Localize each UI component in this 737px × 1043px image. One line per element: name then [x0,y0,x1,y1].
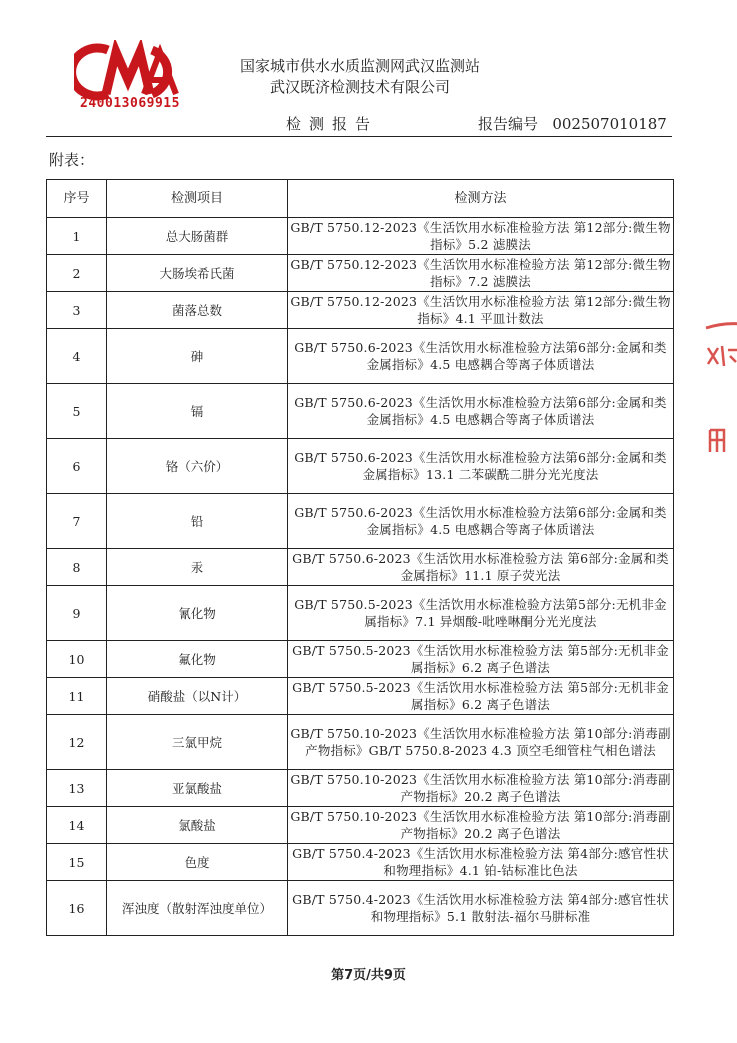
test-item: 色度 [107,844,288,881]
header-method: 检测方法 [288,180,674,218]
test-item: 菌落总数 [107,292,288,329]
test-method: GB/T 5750.6-2023《生活饮用水标准检验方法第6部分:金属和类金属指标》13.1 二苯碳酰二肼分光光度法 [288,439,674,494]
header-no: 序号 [47,180,107,218]
row-number: 4 [47,329,107,384]
row-number: 6 [47,439,107,494]
test-item: 氯酸盐 [107,807,288,844]
test-method: GB/T 5750.10-2023《生活饮用水标准检验方法 第10部分:消毒副产物指标》20.2 离子色谱法 [288,807,674,844]
table-row [47,384,674,439]
test-method: GB/T 5750.6-2023《生活饮用水标准检验方法第6部分:金属和类金属指标》4.5 电感耦合等离子体质谱法 [288,329,674,384]
report-number-label: 报告编号 [478,115,539,133]
page-number: 第7页/共9页 [331,968,406,983]
table-row [47,329,674,384]
row-number: 3 [47,292,107,329]
table-row [47,586,674,641]
table-row [47,678,674,715]
test-item: 亚氯酸盐 [107,770,288,807]
organization-line1: 国家城市供水水质监测网武汉监测站 [239,57,480,75]
test-item: 总大肠菌群 [107,218,288,255]
test-item: 浑浊度（散射浑浊度单位） [107,881,288,936]
table-row [47,292,674,329]
organization-name [210,56,510,98]
table-row [47,807,674,844]
row-number: 8 [47,549,107,586]
report-title: 检测报告 [286,115,379,133]
table-row [47,549,674,586]
test-method: GB/T 5750.10-2023《生活饮用水标准检验方法 第10部分:消毒副产物指标》20.2 离子色谱法 [288,770,674,807]
seal-stamp [704,318,737,478]
test-method: GB/T 5750.5-2023《生活饮用水标准检验方法第5部分:无机非金属指标》7.1 异烟酸-吡唑啉酮分光光度法 [288,586,674,641]
row-number: 11 [47,678,107,715]
row-number: 5 [47,384,107,439]
row-number: 12 [47,715,107,770]
row-number: 15 [47,844,107,881]
organization-line2: 武汉既济检测技术有限公司 [269,78,450,96]
method-table [46,179,674,936]
table-row [47,641,674,678]
row-number: 1 [47,218,107,255]
test-item: 硝酸盐（以N计） [107,678,288,715]
test-item: 铅 [107,494,288,549]
header-item: 检测项目 [107,180,288,218]
row-number: 10 [47,641,107,678]
row-number: 9 [47,586,107,641]
table-row [47,255,674,292]
test-item: 铬（六价） [107,439,288,494]
test-method: GB/T 5750.4-2023《生活饮用水标准检验方法 第4部分:感官性状和物理指标》4.1 铂-钴标准比色法 [288,844,674,881]
test-method: GB/T 5750.12-2023《生活饮用水标准检验方法 第12部分:微生物指标》7.2 滤膜法 [288,255,674,292]
test-item: 砷 [107,329,288,384]
test-item: 汞 [107,549,288,586]
table-row [47,715,674,770]
row-number: 13 [47,770,107,807]
table-row [47,439,674,494]
test-item: 三氯甲烷 [107,715,288,770]
table-row [47,770,674,807]
table-row [47,881,674,936]
test-item: 氟化物 [107,641,288,678]
test-method: GB/T 5750.12-2023《生活饮用水标准检验方法 第12部分:微生物指标》4.1 平皿计数法 [288,292,674,329]
table-row [47,218,674,255]
cma-number: 240013069915 [80,96,180,111]
table-header-row [47,180,674,218]
report-header [46,113,672,135]
test-method: GB/T 5750.10-2023《生活饮用水标准检验方法 第10部分:消毒副产物指标》GB/T 5750.8-2023 4.3 顶空毛细管柱气相色谱法 [288,715,674,770]
report-number-value: 002507010187 [552,115,667,133]
header-divider [46,136,672,137]
report-number [478,113,667,134]
row-number: 14 [47,807,107,844]
test-item: 氰化物 [107,586,288,641]
test-item: 镉 [107,384,288,439]
table-row [47,844,674,881]
test-item: 大肠埃希氏菌 [107,255,288,292]
appendix-label: 附表： [49,151,95,169]
test-method: GB/T 5750.6-2023《生活饮用水标准检验方法第6部分:金属和类金属指标》4.5 电感耦合等离子体质谱法 [288,384,674,439]
test-method: GB/T 5750.6-2023《生活饮用水标准检验方法第6部分:金属和类金属指标》4.5 电感耦合等离子体质谱法 [288,494,674,549]
test-method: GB/T 5750.12-2023《生活饮用水标准检验方法 第12部分:微生物指标》5.2 滤膜法 [288,218,674,255]
row-number: 2 [47,255,107,292]
test-method: GB/T 5750.5-2023《生活饮用水标准检验方法 第5部分:无机非金属指标》6.2 离子色谱法 [288,678,674,715]
test-method: GB/T 5750.5-2023《生活饮用水标准检验方法 第5部分:无机非金属指标》6.2 离子色谱法 [288,641,674,678]
row-number: 7 [47,494,107,549]
row-number: 16 [47,881,107,936]
test-method: GB/T 5750.6-2023《生活饮用水标准检验方法 第6部分:金属和类金属指标》11.1 原子荧光法 [288,549,674,586]
test-method: GB/T 5750.4-2023《生活饮用水标准检验方法 第4部分:感官性状和物理指标》5.1 散射法-福尔马肼标准 [288,881,674,936]
table-row [47,494,674,549]
